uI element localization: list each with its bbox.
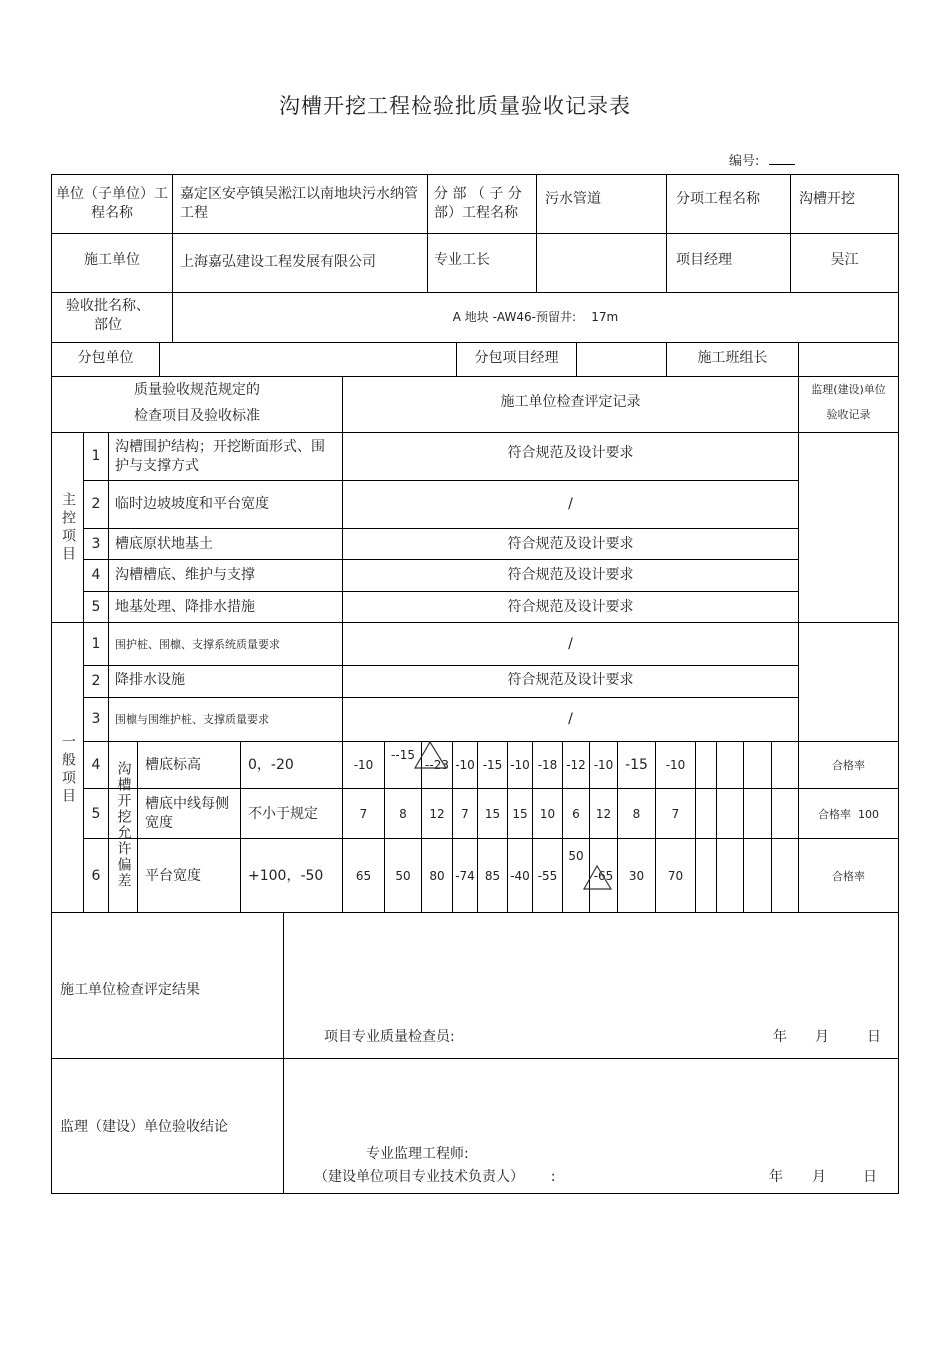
deviation-value[interactable]: -40: [510, 868, 530, 883]
deviation-value[interactable]: -55: [537, 868, 558, 883]
deviation-row-name: 槽底标高: [145, 757, 201, 773]
deviation-label: 沟槽开挖允许偏差: [115, 761, 132, 889]
page-title: 沟槽开挖工程检验批质量验收记录表: [279, 94, 631, 118]
foreman-label: 专业工长: [434, 251, 490, 268]
deviation-row-name: 槽底中线每侧宽度: [145, 796, 229, 831]
unit-label: 单位（子单位）工程名称: [56, 186, 168, 221]
main-item-1-result[interactable]: 符合规范及设计要求: [507, 444, 634, 461]
deviation-row-tolerance: 不小于规定: [248, 805, 318, 822]
foreman-value[interactable]: [545, 234, 663, 286]
deviation-row-name: 平台宽度: [145, 867, 201, 884]
main-item-4-text: 沟槽槽底、维护与支撑: [115, 567, 255, 583]
construct-record-header: 施工单位检查评定记录: [500, 393, 641, 410]
triangle-mark-icon: [413, 740, 449, 770]
deviation-value[interactable]: 30: [628, 868, 645, 883]
subcontract-label: 分包单位: [77, 349, 134, 366]
deviation-value[interactable]: 7: [461, 806, 469, 821]
owner-label: （建设单位项目专业技术负责人） :: [314, 1168, 556, 1185]
deviation-value[interactable]: -15: [625, 757, 648, 773]
deviation-value[interactable]: 12: [595, 806, 612, 821]
inspector-date-year[interactable]: 年: [773, 1028, 787, 1045]
main-item-2-no: 2: [91, 496, 101, 512]
main-item-3-no: 3: [91, 535, 101, 552]
main-item-5-text: 地基处理、降排水措施: [115, 598, 255, 615]
deviation-value[interactable]: 10: [539, 806, 556, 821]
inspector-date-day[interactable]: 日: [867, 1028, 881, 1045]
subcontract-value[interactable]: [160, 343, 456, 376]
spec-header-line2: 检查项目及验收标准: [134, 407, 260, 424]
deviation-value[interactable]: -74: [455, 868, 475, 883]
deviation-value[interactable]: -65: [593, 868, 614, 883]
general-item-1-no: 1: [91, 635, 101, 652]
triangle-mark-icon: [582, 864, 614, 891]
general-item-3-result[interactable]: /: [568, 711, 573, 727]
deviation-value[interactable]: -10: [665, 758, 686, 772]
deviation-value[interactable]: 65: [355, 868, 372, 883]
deviation-value[interactable]: 8: [632, 806, 641, 821]
subcontract-pm-label: 分包项目经理: [474, 349, 559, 366]
deviation-value[interactable]: 7: [359, 806, 368, 821]
deviation-value[interactable]: 15: [484, 806, 501, 821]
deviation-row-no: 5: [91, 805, 101, 822]
serial-blank[interactable]: [769, 152, 795, 165]
result-label: 施工单位检查评定结果: [60, 981, 200, 998]
supervisor-date-month[interactable]: 月: [812, 1168, 826, 1185]
pass-rate[interactable]: 合格率: [832, 869, 865, 883]
deviation-value[interactable]: 6: [572, 806, 580, 821]
main-item-2-result[interactable]: /: [568, 496, 573, 512]
deviation-row-tolerance: +100，-50: [248, 867, 324, 884]
deviation-value[interactable]: -15: [482, 758, 503, 772]
deviation-value[interactable]: -10: [510, 758, 530, 772]
general-item-1-text: 围护桩、围檩、支撑系统质量要求: [115, 637, 280, 651]
team-leader-value[interactable]: [799, 343, 898, 376]
deviation-value[interactable]: 85: [484, 868, 501, 883]
main-item-1-text: 沟槽围护结构；开挖断面形式、围护与支撑方式: [115, 438, 325, 474]
general-item-3-text: 围檩与围维护桩、支撑质量要求: [115, 713, 269, 726]
pm-label: 项目经理: [676, 251, 732, 268]
inspector-label: 项目专业质量检查员:: [324, 1028, 455, 1045]
deviation-row-tolerance: 0，-20: [248, 757, 294, 773]
batch-value[interactable]: A 地块 -AW46-预留井: 17m: [452, 309, 619, 324]
main-group-label: 主控项目: [60, 492, 76, 564]
main-item-5-result[interactable]: 符合规范及设计要求: [507, 598, 634, 615]
deviation-value[interactable]: -10: [455, 758, 475, 772]
serial-label: 编号:: [729, 154, 760, 169]
deviation-value[interactable]: 8: [399, 806, 407, 821]
general-item-1-result[interactable]: /: [568, 635, 573, 652]
main-item-5-no: 5: [91, 598, 101, 615]
main-item-4-result[interactable]: 符合规范及设计要求: [507, 567, 634, 583]
general-item-3-no: 3: [91, 711, 101, 727]
deviation-value[interactable]: --15: [391, 748, 415, 762]
deviation-value[interactable]: 12: [429, 806, 445, 821]
main-item-2-text: 临时边坡坡度和平台宽度: [115, 496, 269, 512]
deviation-row-no: 6: [91, 867, 101, 884]
deviation-value[interactable]: 50: [395, 868, 411, 883]
deviation-value[interactable]: -18: [537, 758, 558, 772]
deviation-row-no: 4: [91, 757, 101, 773]
main-item-3-result[interactable]: 符合规范及设计要求: [507, 535, 634, 552]
construct-value[interactable]: 上海嘉弘建设工程发展有限公司: [180, 253, 376, 270]
team-leader-label: 施工班组长: [697, 349, 768, 366]
deviation-value[interactable]: --23: [425, 758, 449, 772]
general-group-label: 一般项目: [60, 734, 76, 806]
sub-label: 分 部 （ 子 分 部）工程名称: [434, 186, 522, 221]
deviation-value[interactable]: -10: [593, 758, 614, 772]
serial-number: [729, 150, 795, 169]
subcontract-pm-value[interactable]: [577, 343, 666, 376]
deviation-value[interactable]: 80: [429, 868, 445, 883]
supervisor-date-year[interactable]: 年: [769, 1168, 783, 1185]
construct-label: 施工单位: [84, 251, 140, 268]
spec-header-line1: 质量验收规范规定的: [134, 381, 260, 398]
pm-value[interactable]: 吴江: [830, 251, 859, 268]
general-item-2-text: 降排水设施: [115, 672, 185, 688]
pass-rate[interactable]: 合格率 100: [818, 807, 879, 821]
inspector-date-month[interactable]: 月: [815, 1028, 829, 1045]
item-value[interactable]: 沟槽开挖: [799, 190, 855, 207]
main-item-3-text: 槽底原状地基土: [115, 535, 213, 552]
deviation-value[interactable]: -12: [566, 758, 586, 772]
supervision-header-line2: 验收记录: [826, 407, 871, 421]
deviation-value[interactable]: 15: [512, 806, 528, 821]
supervisor-label: 专业监理工程师:: [366, 1145, 469, 1162]
pass-rate[interactable]: 合格率: [832, 759, 865, 772]
batch-label: 验收批名称、部位: [66, 298, 150, 333]
item-label: 分项工程名称: [676, 190, 760, 207]
unit-value[interactable]: 嘉定区安亭镇吴淞江以南地块污水纳管工程: [180, 186, 418, 221]
deviation-value[interactable]: -10: [353, 758, 374, 772]
general-item-2-result[interactable]: 符合规范及设计要求: [507, 672, 634, 688]
main-item-4-no: 4: [91, 567, 101, 583]
deviation-value[interactable]: 7: [671, 806, 680, 821]
main-item-1-no: 1: [91, 448, 101, 464]
supervisor-date-day[interactable]: 日: [863, 1168, 877, 1185]
sub-value[interactable]: 污水管道: [545, 190, 601, 207]
deviation-value[interactable]: 70: [667, 868, 684, 883]
supervision-label: 监理（建设）单位验收结论: [60, 1118, 228, 1135]
supervision-header-line1: 监理(建设)单位: [811, 382, 886, 396]
deviation-value[interactable]: 50: [568, 848, 584, 863]
general-item-2-no: 2: [91, 673, 101, 689]
